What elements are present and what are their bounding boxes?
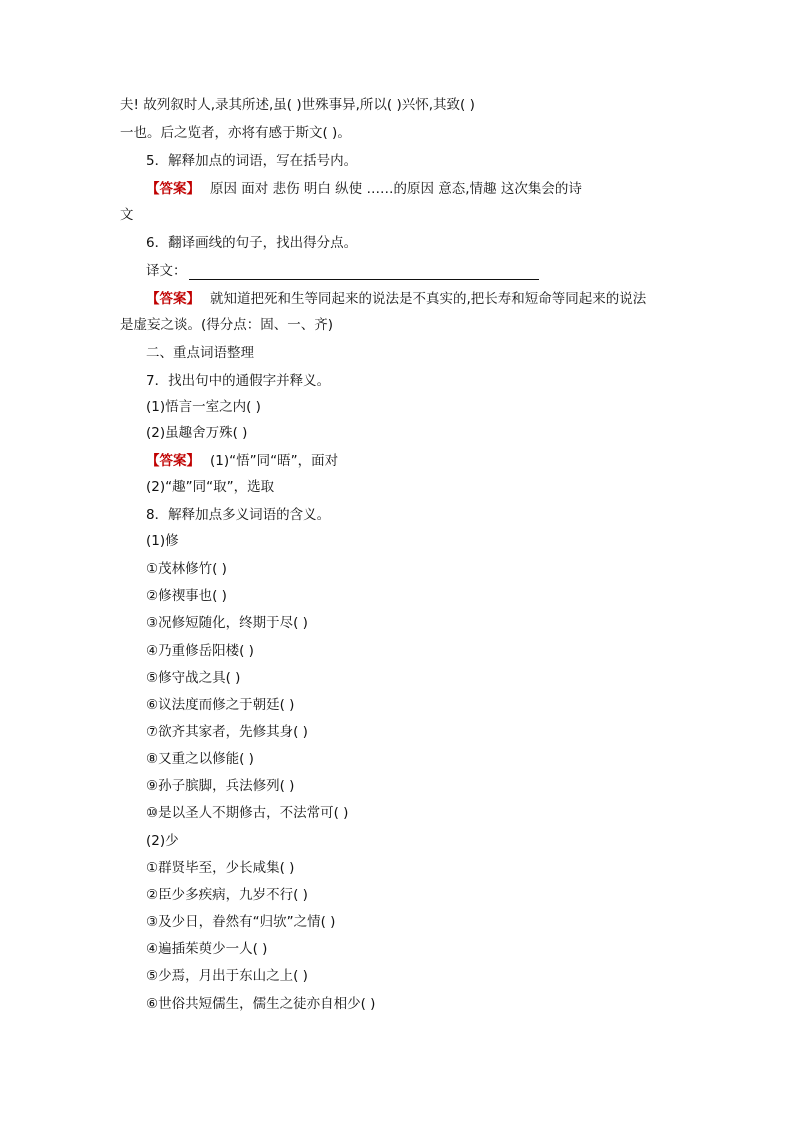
question-8-sub2-item: ①群贤毕至，少长咸集( ) [146, 860, 295, 876]
question-7-answer [146, 452, 338, 470]
question-8-sub1-item: ④乃重修岳阳楼( ) [146, 643, 254, 659]
question-8-sub1-item: ⑨孙子膑脚，兵法修列( ) [146, 778, 295, 794]
question-8-sub2-item: ④遍插茱萸少一人( ) [146, 941, 268, 957]
question-8-sub2-item: ③及少日，眷然有“归欤”之情( ) [146, 914, 336, 930]
question-8-sub2-item: ⑤少焉，月出于东山之上( ) [146, 968, 308, 984]
answer-label: 【答案】 [146, 291, 200, 307]
passage-line-2: 一也。后之览者，亦将有感于斯文( )。 [120, 125, 351, 141]
question-8-sub1-item: ②修禊事也( ) [146, 588, 227, 604]
answer-label: 【答案】 [146, 181, 200, 197]
question-8-sub2-title: (2)少 [146, 833, 179, 849]
question-8-sub2-item: ②臣少多疾病，九岁不行( ) [146, 887, 308, 903]
question-5-answer [146, 180, 582, 198]
question-7-answer-2: (2)“趣”同“取”，选取 [146, 479, 275, 495]
translation-row [146, 262, 539, 280]
translation-label: 译文： [146, 263, 187, 279]
section-heading: 二、重点词语整理 [146, 345, 254, 361]
answer-label: 【答案】 [146, 453, 200, 469]
question-6-answer-text: 就知道把死和生等同起来的说法是不真实的,把长寿和短命等同起来的说法 [210, 291, 647, 307]
question-8-sub2-item: ⑥世俗共短儒生，儒生之徒亦自相少( ) [146, 996, 376, 1012]
question-8-sub1-item: ⑤修守战之具( ) [146, 670, 241, 686]
question-8-sub1-item: ①茂林修竹( ) [146, 561, 227, 577]
question-8-prompt: 8．解释加点多义词语的含义。 [146, 507, 331, 523]
question-7-answer-1: (1)“悟”同“晤”，面对 [210, 453, 339, 469]
question-6-answer-cont: 是虚妄之谈。(得分点：固、一、齐) [120, 317, 334, 333]
question-7-prompt: 7．找出句中的通假字并释义。 [146, 373, 331, 389]
question-6-prompt: 6．翻译画线的句子，找出得分点。 [146, 235, 358, 251]
question-6-answer [146, 290, 646, 308]
question-8-sub1-item: ⑩是以圣人不期修古，不法常可( ) [146, 805, 349, 821]
question-5-answer-cont: 文 [120, 207, 134, 223]
question-5-answer-text: 原因 面对 悲伤 明白 纵使 ……的原因 意态,情趣 这次集会的诗 [210, 181, 582, 197]
passage-line-1: 夫! 故列叙时人,录其所述,虽( )世殊事异,所以( )兴怀,其致( ) [120, 97, 475, 113]
question-7-item-2: (2)虽趣舍万殊( ) [146, 425, 248, 441]
question-5-prompt: 5．解释加点的词语，写在括号内。 [146, 153, 358, 169]
question-8-sub1-item: ⑦欲齐其家者，先修其身( ) [146, 724, 308, 740]
question-8-sub1-item: ⑧又重之以修能( ) [146, 751, 254, 767]
question-8-sub1-item: ⑥议法度而修之于朝廷( ) [146, 697, 295, 713]
translation-blank[interactable] [189, 265, 539, 280]
question-8-sub1-item: ③况修短随化，终期于尽( ) [146, 615, 308, 631]
question-8-sub1-title: (1)修 [146, 533, 179, 549]
question-7-item-1: (1)悟言一室之内( ) [146, 399, 261, 415]
